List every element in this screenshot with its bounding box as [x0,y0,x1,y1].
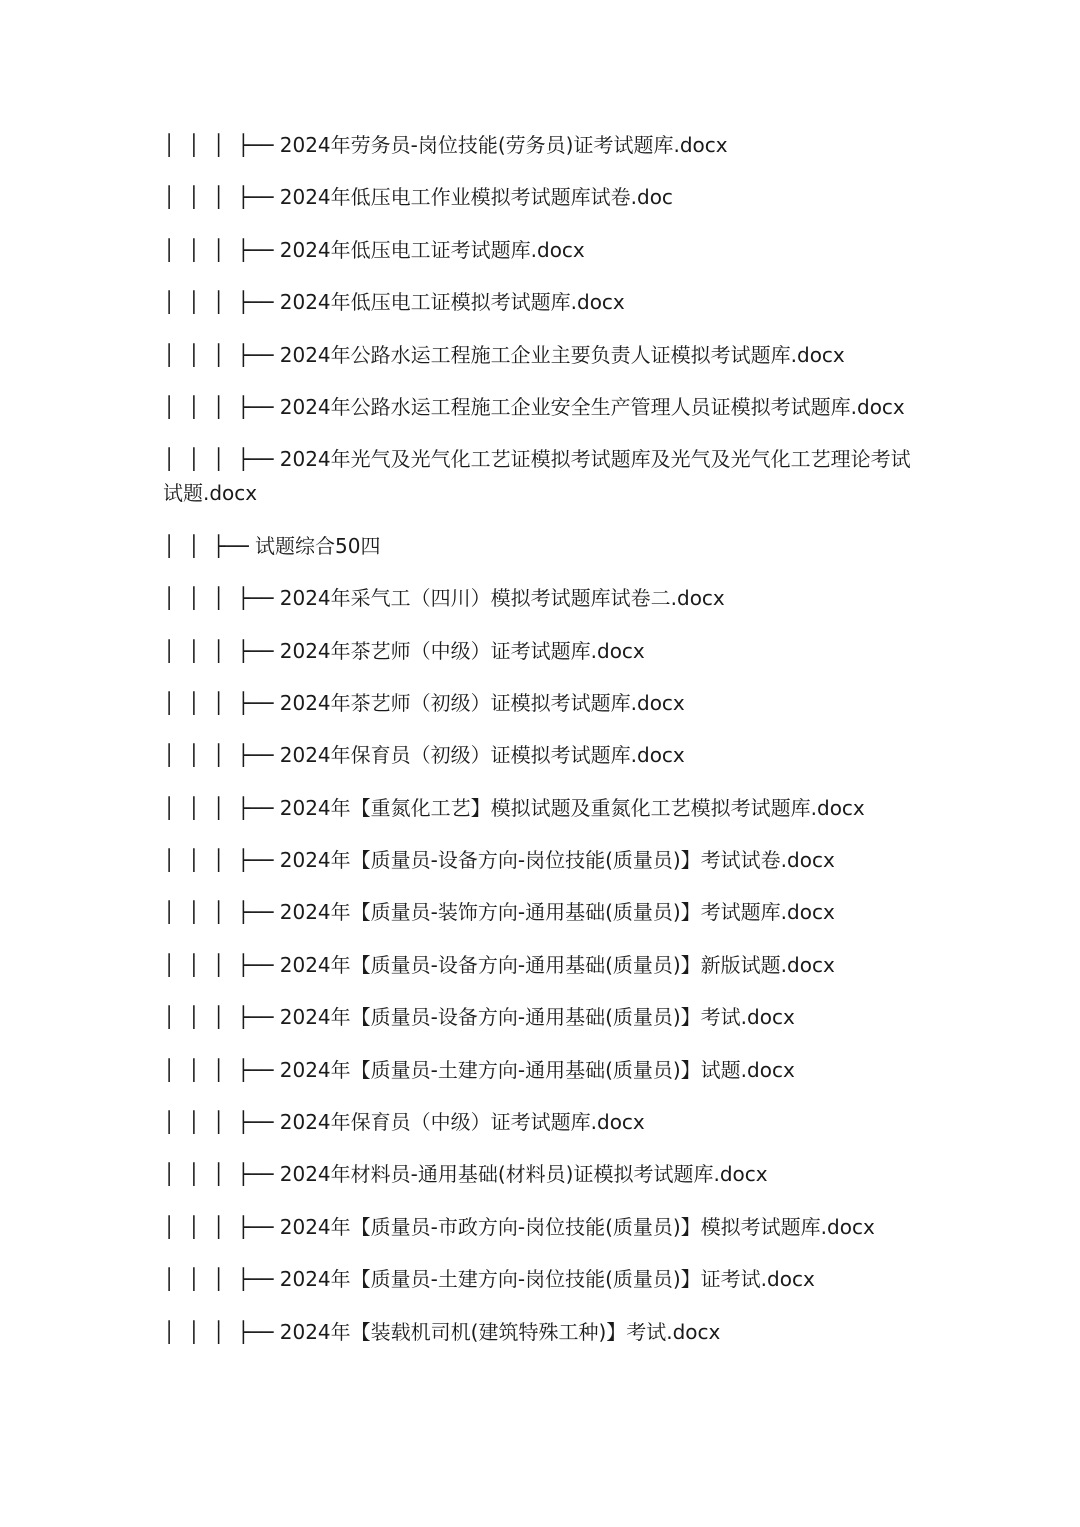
tree-prefix: │ │ │ ├── [163,290,280,315]
tree-prefix: │ │ │ ├── [163,394,280,419]
tree-line [163,233,923,267]
tree-line [163,948,923,982]
tree-prefix: │ │ │ ├── [163,952,280,977]
tree-prefix: │ │ │ ├── [163,848,280,873]
tree-prefix: │ │ │ ├── [163,743,280,768]
file-name: 2024年公路水运工程施工企业安全生产管理人员证模拟考试题库.docx [279,394,905,419]
tree-prefix: │ │ │ ├── [163,237,280,262]
tree-prefix: │ │ │ ├── [163,342,280,367]
file-name: 2024年【重氮化工艺】模拟试题及重氮化工艺模拟考试题库.docx [279,795,865,820]
folder-name: 试题综合50四 [255,533,381,558]
tree-line [163,1157,923,1191]
tree-line [163,1053,923,1087]
file-name: 2024年劳务员-岗位技能(劳务员)证考试题库.docx [279,133,728,157]
tree-line [163,791,923,825]
tree-line [163,843,923,877]
file-name: 2024年保育员（初级）证模拟考试题库.docx [279,743,685,768]
tree-prefix: │ │ │ ├── [163,1162,280,1187]
tree-prefix: │ │ │ ├── [163,795,280,820]
tree-prefix: │ │ │ ├── [163,133,280,157]
tree-line [163,895,923,929]
tree-prefix: │ │ │ ├── [163,1214,280,1239]
file-name: 2024年公路水运工程施工企业主要负责人证模拟考试题库.docx [279,342,845,367]
tree-prefix: │ │ │ ├── [163,690,280,715]
tree-line [163,128,923,162]
tree-line [163,285,923,319]
tree-line [163,180,923,214]
tree-line [163,442,923,510]
tree-prefix: │ │ │ ├── [163,638,280,663]
file-name: 2024年低压电工作业模拟考试题库试卷.doc [279,185,673,210]
document-page [163,128,923,1367]
tree-line [163,738,923,772]
tree-line [163,1105,923,1139]
tree-prefix: │ │ ├── [163,533,255,558]
file-name: 2024年保育员（中级）证考试题库.docx [279,1110,645,1135]
tree-line [163,581,923,615]
tree-prefix: │ │ │ ├── [163,1110,280,1135]
file-name: 2024年【质量员-土建方向-通用基础(质量员)】试题.docx [279,1057,795,1082]
tree-prefix: │ │ │ ├── [163,447,280,472]
file-name: 2024年【质量员-设备方向-通用基础(质量员)】考试.docx [279,1005,795,1030]
tree-prefix: │ │ │ ├── [163,1005,280,1030]
tree-prefix: │ │ │ ├── [163,1319,280,1344]
tree-line [163,390,923,424]
file-name: 2024年【质量员-装饰方向-通用基础(质量员)】考试题库.docx [279,900,835,925]
tree-line [163,1000,923,1034]
tree-line [163,634,923,668]
tree-line [163,686,923,720]
tree-line [163,1262,923,1296]
file-name: 2024年低压电工证模拟考试题库.docx [279,290,625,315]
tree-prefix: │ │ │ ├── [163,586,280,611]
tree-line [163,1210,923,1244]
tree-folder-line [163,529,923,563]
file-name: 2024年低压电工证考试题库.docx [279,237,585,262]
file-name: 2024年【装载机司机(建筑特殊工种)】考试.docx [279,1319,721,1344]
file-name: 2024年【质量员-设备方向-通用基础(质量员)】新版试题.docx [279,952,835,977]
file-name: 2024年采气工（四川）模拟考试题库试卷二.docx [279,586,725,611]
tree-line [163,1315,923,1349]
file-name: 2024年光气及光气化工艺证模拟考试题库及光气及光气化工艺理论考试试题.docx [163,447,911,506]
tree-prefix: │ │ │ ├── [163,185,280,210]
file-name: 2024年【质量员-市政方向-岗位技能(质量员)】模拟考试题库.docx [279,1214,875,1239]
file-name: 2024年材料员-通用基础(材料员)证模拟考试题库.docx [279,1162,768,1187]
tree-prefix: │ │ │ ├── [163,1057,280,1082]
file-name: 2024年【质量员-土建方向-岗位技能(质量员)】证考试.docx [279,1267,815,1292]
tree-prefix: │ │ │ ├── [163,1267,280,1292]
file-name: 2024年茶艺师（初级）证模拟考试题库.docx [279,690,685,715]
file-name: 2024年茶艺师（中级）证考试题库.docx [279,638,645,663]
tree-line [163,338,923,372]
file-name: 2024年【质量员-设备方向-岗位技能(质量员)】考试试卷.docx [279,848,835,873]
tree-prefix: │ │ │ ├── [163,900,280,925]
